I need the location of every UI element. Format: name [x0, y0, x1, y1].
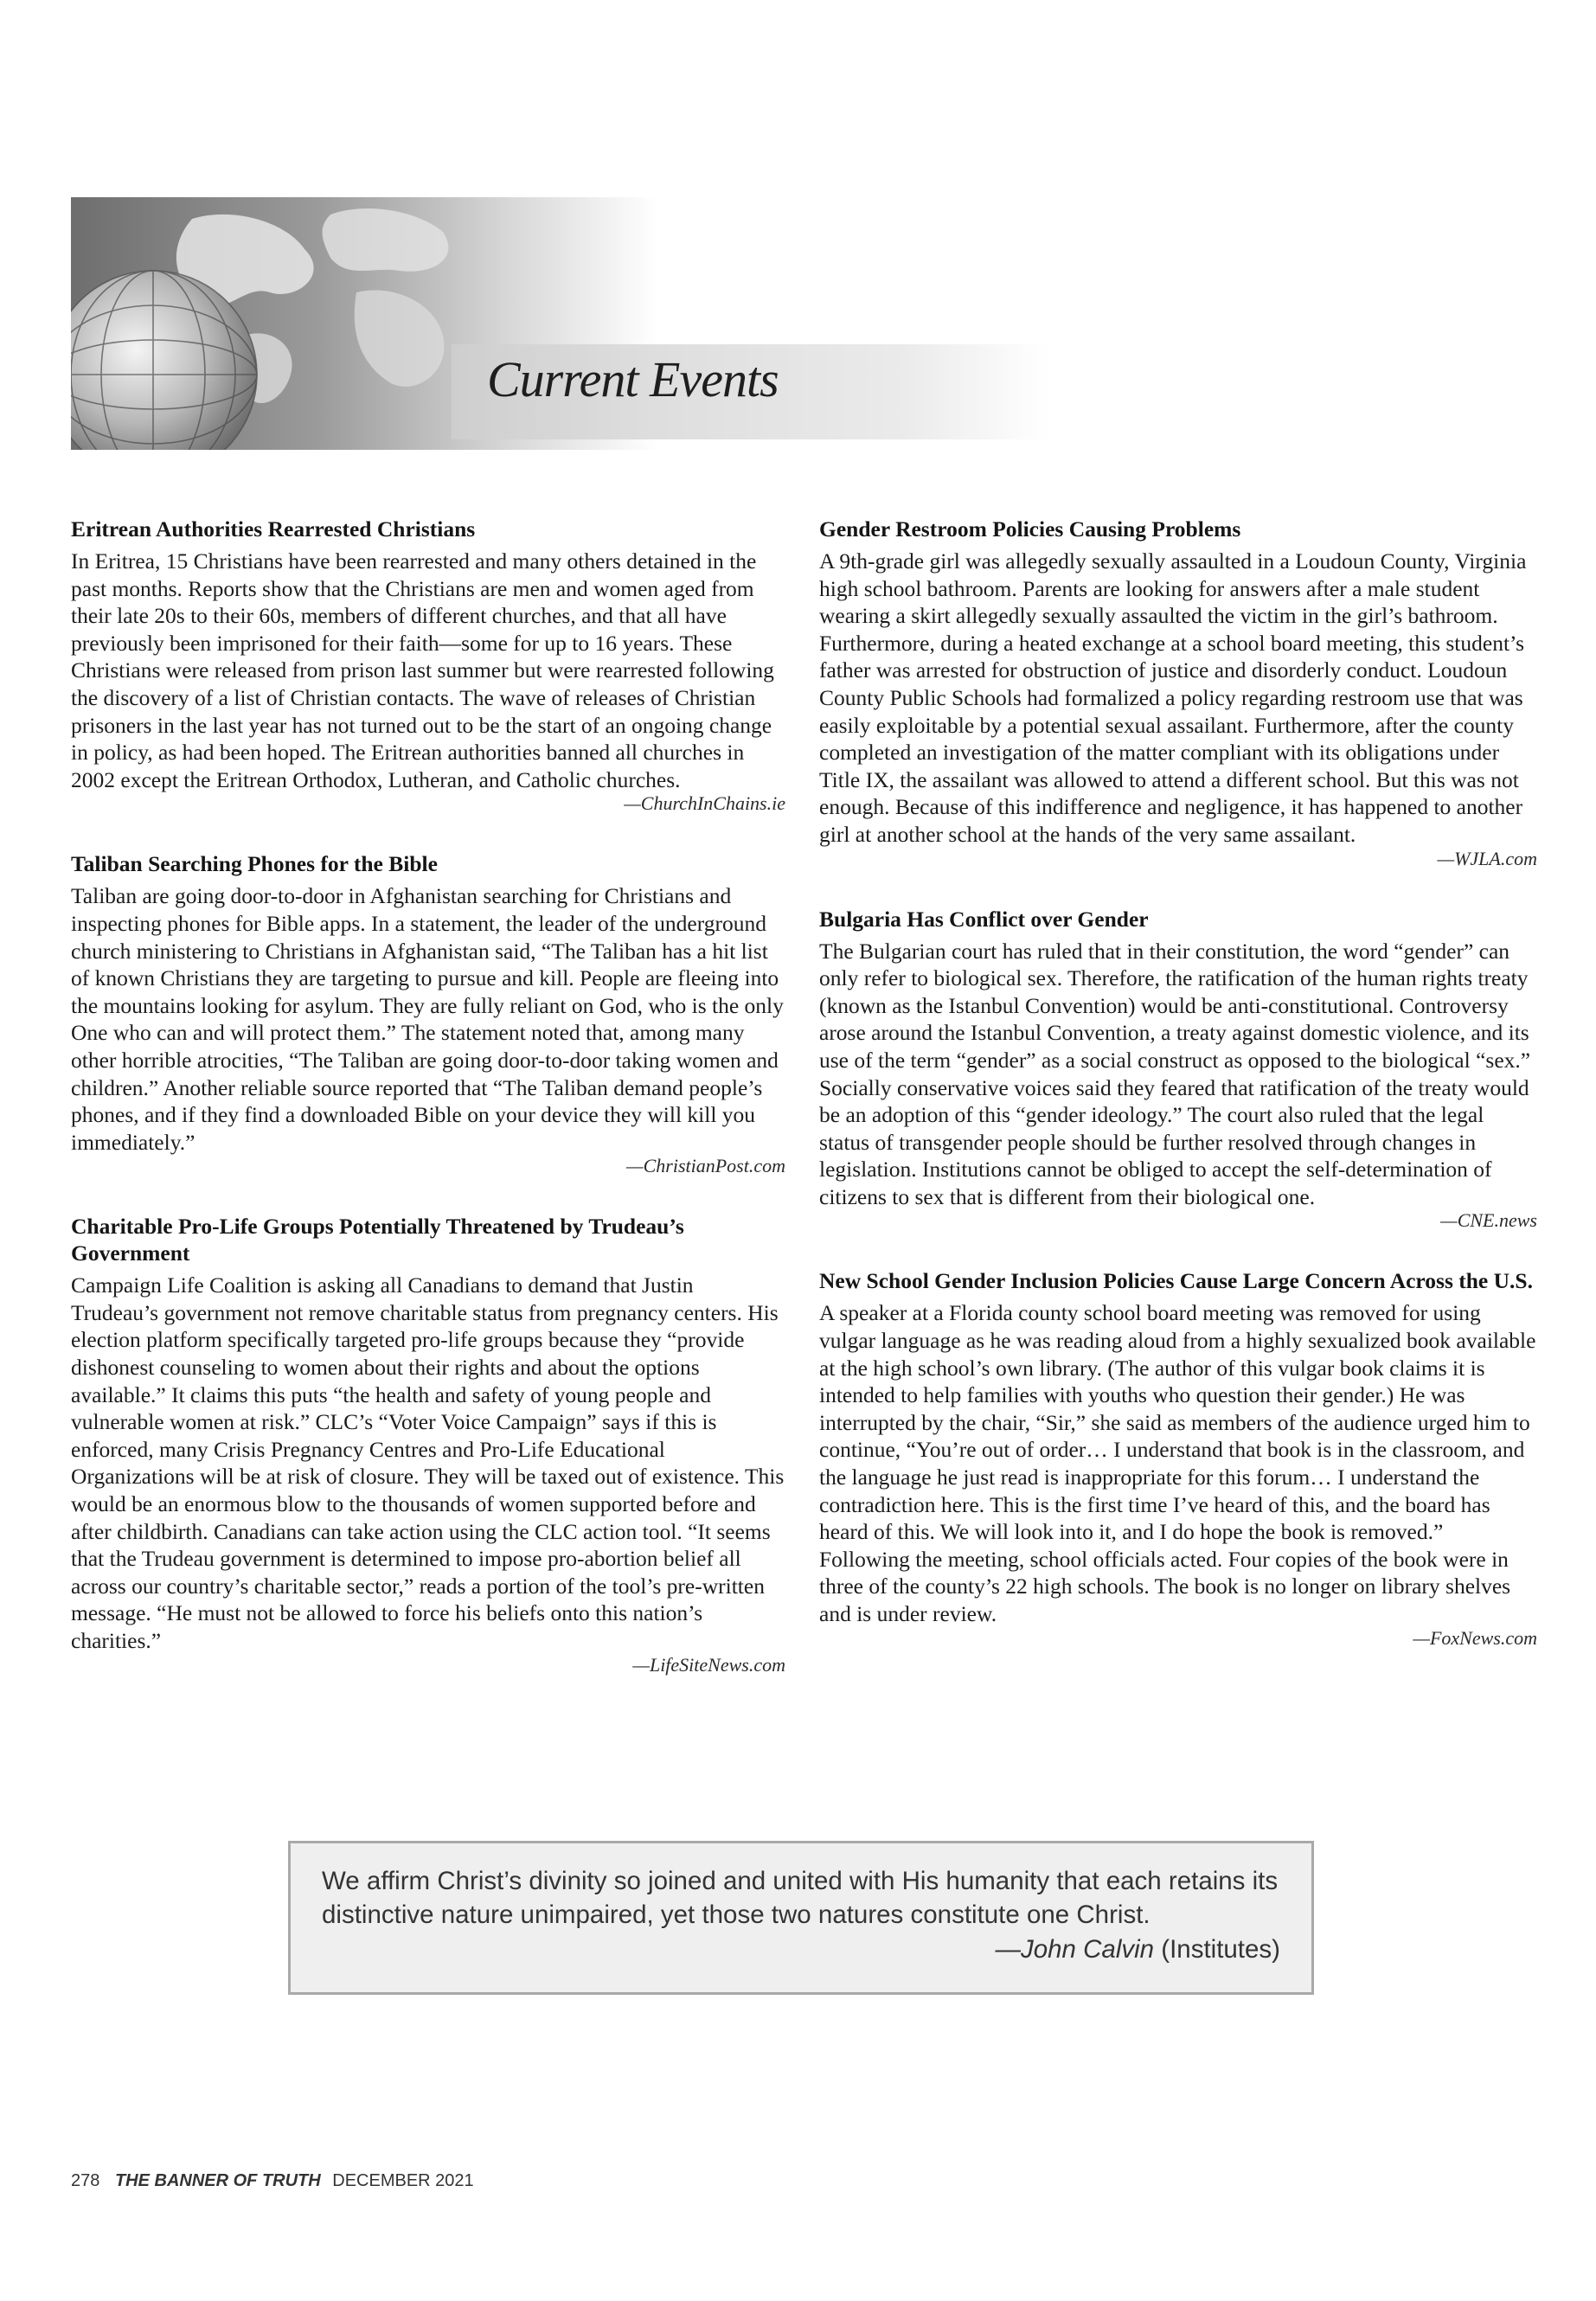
article-bulgaria — [819, 906, 1537, 1234]
quote-box — [288, 1841, 1314, 1995]
quote-work: (Institutes) — [1161, 1935, 1280, 1964]
article-eritrea — [71, 516, 785, 816]
section-title: Current Events — [487, 351, 779, 407]
magazine-name: THE BANNER OF TRUTH — [114, 2171, 321, 2190]
article-taliban — [71, 850, 785, 1178]
article-body: Campaign Life Coalition is asking all Canadians to demand that Justin Trudeau’s government not remove charitable status from pregnancy centers. His election platform specifically targeted pro-life groups because they “provide dishonest counseling to women about their rights and about the options available.” It claims this puts “the health and safety of young people and vulnerable women at risk.” CLC’s “Voter Voice Campaign” says if this is enforced, many Crisis Pregnancy Centres and Pro-Life Educational Organizations will be at risk of closure. They will be taxed out of existence. This would be an enormous blow to the thousands of women supported before and after childbirth. Canadians can take action using the CLC action tool. “It seems that the Trudeau government is determined to impose pro-abortion belief all across our country’s charitable sector,” reads a portion of the tool’s pre-written message. “He must not be allowed to force his beliefs onto this nation’s charities.” — [71, 1272, 785, 1653]
article-source: —CNE.news — [1440, 1209, 1537, 1232]
issue-date: DECEMBER 2021 — [332, 2171, 474, 2190]
left-column — [71, 516, 785, 1712]
quote-text: We affirm Christ’s divinity so joined and united with His humanity that each retains its distinctive nature unimpaired, yet those two natures constitute one Christ. — [322, 1867, 1279, 1929]
article-school-policies — [819, 1267, 1537, 1650]
article-headline: New School Gender Inclusion Policies Cause Large Concern Across the U.S. — [819, 1268, 1533, 1294]
article-source: —FoxNews.com — [1413, 1626, 1537, 1649]
article-headline: Eritrean Authorities Rearrested Christians — [71, 516, 476, 542]
article-source: —WJLA.com — [1437, 847, 1537, 869]
quote-author: —John Calvin — [995, 1935, 1155, 1964]
globe-map-illustration — [71, 197, 1050, 450]
article-body: The Bulgarian court has ruled that in their constitution, the word “gender” can only refer to biological sex. Therefore, the ratification of the human rights treaty (known as the Istanbul Convention) would be anti-constitutional. Controversy arose around the Istanbul Convention, a treaty against domestic violence, and its use of the term “gender” as a social construct as opposed to the biological “sex.” Socially conservative voices said they feared that ratification of the treaty would be an adoption of this “gender ideology.” The court also ruled that the legal status of transgender people should be further resolved through changes in legislation. Institutions cannot be obliged to accept the self-determination of citizens to sex that is different from their biological one. — [819, 938, 1531, 1209]
right-column — [819, 516, 1537, 1685]
article-pro-life — [71, 1213, 785, 1676]
article-headline: Taliban Searching Phones for the Bible — [71, 851, 438, 877]
page-footer — [71, 2171, 474, 2191]
article-headline: Charitable Pro-Life Groups Potentially Threatened by Trudeau’s Government — [71, 1214, 684, 1266]
article-source: —ChristianPost.com — [626, 1155, 785, 1177]
article-body: A 9th-grade girl was allegedly sexually assaulted in a Loudoun County, Virginia high school bathroom. Parents are looking for answers after a male student wearing a skirt allegedly sexually assaulted the victim in the girl’s bathroom. Furthermore, during a heated exchange at a school board meeting, this student’s father was arrested for obstruction of justice and disorderly conduct. Loudoun County Public Schools had formalized a policy regarding restroom use that was easily exploitable by a potential sexual assailant. Furthermore, after the county completed an investigation of the matter compliant with its obligations under Title IX, the assailant was allowed to attend a different school. But this was not enough. Because of this indifference and negligence, it has happened to another girl at another school at the hands of the very same assailant. — [819, 548, 1527, 847]
article-body: Taliban are going door-to-door in Afghanistan searching for Christians and inspecting phones for Bible apps. In a statement, the leader of the underground church ministering to Christians in Afghanistan said, “The Taliban has a hit list of known Christians they are targeting to pursue and kill. People are fleeing into the mountains looking for asylum. They are fully reliant on God, who is the only One who can and will protect them.” The statement noted that, among many other horrible atrocities, “The Taliban are going door-to-door taking women and children.” Another reliable source reported that “The Taliban demand people’s phones, and if they find a downloaded Bible on your device they will kill you immediately.” — [71, 883, 784, 1155]
article-restroom — [819, 516, 1537, 871]
article-headline: Gender Restroom Policies Causing Problems — [819, 516, 1241, 542]
article-body: In Eritrea, 15 Christians have been rearrested and many others detained in the past months. Reports show that the Christians are men and women aged from their late 20s to their 60s, members of different churches, and that all have previously been imprisoned for their faith—some for up to 16 years. These Christians were released from prison last summer but were rearrested following the discovery of a list of Christian contacts. The wave of releases of Christian prisoners in the last year has not turned out to be the start of an ongoing change in policy, as had been hoped. The Eritrean authorities banned all churches in 2002 except the Eritrean Orthodox, Lutheran, and Catholic churches. — [71, 548, 774, 792]
article-source: —ChurchInChains.ie — [624, 792, 785, 815]
quote-attribution — [995, 1935, 1280, 1965]
article-source: —LifeSiteNews.com — [632, 1653, 785, 1676]
article-body: A speaker at a Florida county school board meeting was removed for using vulgar language as he was reading aloud from a highly sexualized book available at the high school’s own library. (The author of this vulgar book claims it is intended to help families with youths who question their gender.) He was interrupted by the chair, “Sir,” she said as members of the audience urged him to continue, “You’re out of order… I understand that book is in the classroom, and the language he just read is inappropriate for this forum… I understand the contradiction here. This is the first time I’ve heard of this, and the board has heard of this. We will look into it, and I do hope the book is removed.” Following the meeting, school officials acted. Four copies of the book were in three of the county’s 22 high schools. The book is no longer on library shelves and is under review. — [819, 1300, 1536, 1626]
header-banner — [71, 197, 1050, 450]
article-headline: Bulgaria Has Conflict over Gender — [819, 906, 1149, 932]
page-number: 278 — [71, 2171, 100, 2190]
